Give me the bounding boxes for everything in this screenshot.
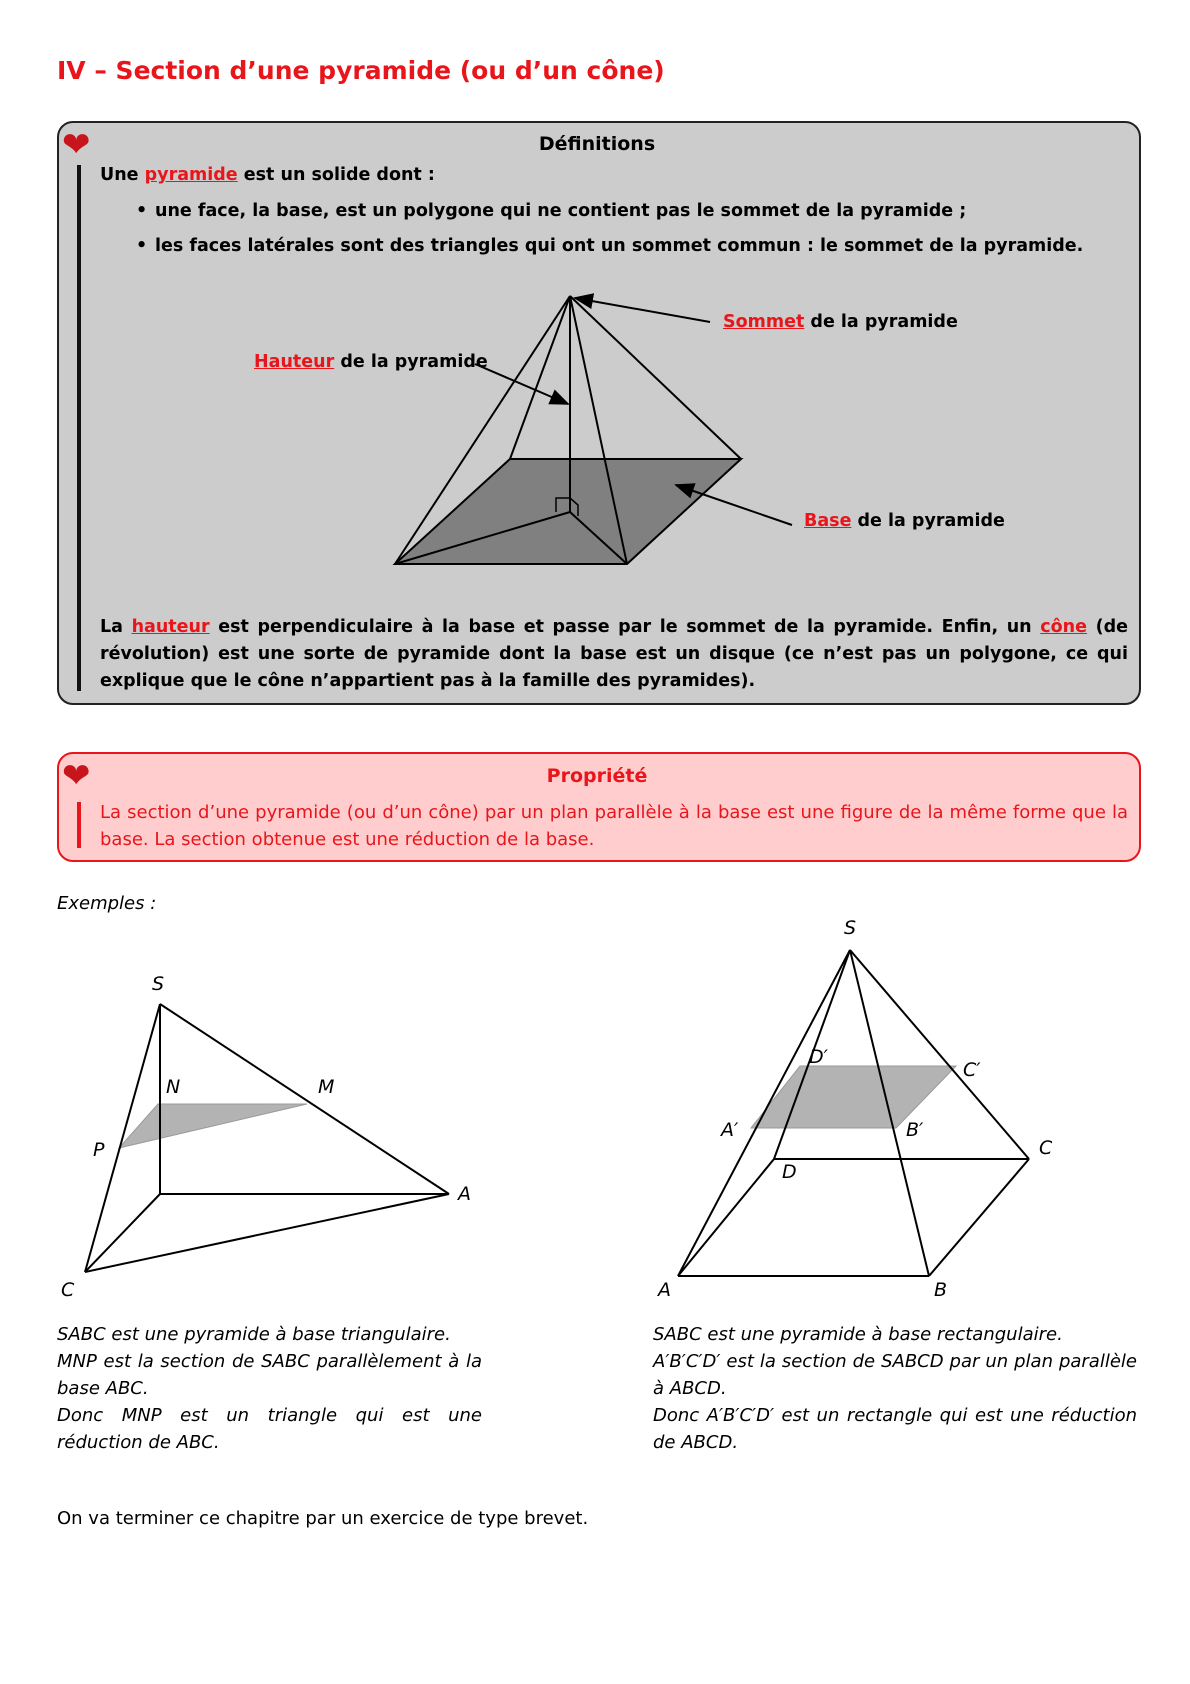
examples-label: Exemples :	[57, 893, 157, 914]
example1-figure	[0, 960, 560, 1300]
example2-caption	[653, 1321, 1137, 1456]
point-d-prime: D′	[809, 1046, 828, 1068]
point-c: C	[1039, 1137, 1053, 1159]
base-rest: de la pyramide	[851, 511, 1005, 531]
term-sommet: Sommet	[723, 312, 805, 332]
closing-p1: La	[100, 617, 132, 637]
caption-line: A′B′C′D′ est la section de SABCD par un plan parallèle à ABCD.	[653, 1351, 1137, 1399]
caption-line: SABC est une pyramide à base rectangulaire.	[653, 1324, 1063, 1345]
label-base	[804, 508, 1005, 535]
caption-line: SABC est une pyramide à base triangulaire.	[57, 1324, 451, 1345]
example1-caption	[57, 1321, 482, 1456]
term-hauteur: Hauteur	[254, 352, 335, 372]
point-b: B	[934, 1279, 948, 1300]
example2-figure	[600, 910, 1160, 1300]
term-hauteur-2: hauteur	[131, 617, 210, 637]
definitions-title: Définitions	[538, 133, 656, 155]
point-c-prime: C′	[963, 1059, 981, 1081]
point-n: N	[166, 1076, 181, 1098]
closing-p3: (de révolution) est une sorte de pyramide dont la base est un disque (ce n’est pas un polygone, ce qui explique que le cône n’appartient pas à la famille des pyramides).	[100, 617, 1128, 691]
label-hauteur	[254, 349, 488, 376]
edge-ca	[85, 1194, 449, 1272]
pyramid-definition-figure	[0, 0, 1190, 720]
edge-sa	[160, 1004, 449, 1194]
point-d: D	[782, 1161, 797, 1183]
point-m: M	[318, 1076, 335, 1098]
intro-post: est un solide dont :	[237, 165, 435, 185]
term-cone: cône	[1040, 617, 1087, 637]
bullet-dot: •	[136, 236, 148, 256]
arrow-sommet	[575, 298, 710, 322]
point-s: S	[152, 973, 165, 995]
hauteur-rest: de la pyramide	[334, 352, 488, 372]
point-a: A	[658, 1279, 671, 1300]
final-line: On va terminer ce chapitre par un exercice de type brevet.	[57, 1508, 589, 1529]
closing-p2: est perpendiculaire à la base et passe par le sommet de la pyramide. Enfin, un	[209, 617, 1041, 637]
heart-icon: ❤	[62, 125, 91, 165]
point-a: A	[458, 1183, 471, 1205]
caption-line: Donc A′B′C′D′ est un rectangle qui est une réduction de ABCD.	[653, 1405, 1137, 1453]
arrow-base	[676, 485, 792, 525]
edge-bc	[929, 1159, 1029, 1276]
caption-line: Donc MNP est un triangle qui est une réduction de ABC.	[57, 1405, 482, 1453]
edge-sd	[510, 296, 570, 459]
sommet-rest: de la pyramide	[804, 312, 958, 332]
point-b-prime: B′	[906, 1119, 924, 1141]
property-text: La section d’une pyramide (ou d’un cône) par un plan parallèle à la base est une figure de la même forme que la base. La section obtenue est une réduction de la base.	[100, 802, 1128, 850]
point-s: S	[844, 917, 857, 939]
section-abcd-prime	[751, 1066, 956, 1128]
bullet-dot: •	[136, 201, 148, 221]
section-heading: IV – Section d’une pyramide (ou d’un cône)	[57, 56, 665, 85]
property-left-bar	[77, 802, 81, 848]
definitions-closing	[100, 614, 1128, 695]
point-c: C	[61, 1279, 75, 1300]
section-mnp	[119, 1104, 307, 1148]
point-a-prime: A′	[721, 1119, 739, 1141]
heart-icon: ❤	[62, 756, 91, 796]
edge-ad	[678, 1159, 774, 1276]
term-pyramide: pyramide	[144, 165, 238, 185]
definitions-bullet-2: les faces latérales sont des triangles qui ont un sommet commun : le sommet de la pyramide.	[155, 236, 1084, 256]
definitions-bullet-1: une face, la base, est un polygone qui ne contient pas le sommet de la pyramide ;	[155, 201, 967, 221]
property-title: Propriété	[546, 765, 648, 787]
label-sommet	[723, 309, 958, 336]
edge-sc	[570, 296, 741, 459]
caption-line: MNP est la section de SABC parallèlement à la base ABC.	[57, 1351, 482, 1399]
intro-pre: Une	[100, 165, 145, 185]
term-base: Base	[804, 511, 852, 531]
point-p: P	[93, 1139, 105, 1161]
